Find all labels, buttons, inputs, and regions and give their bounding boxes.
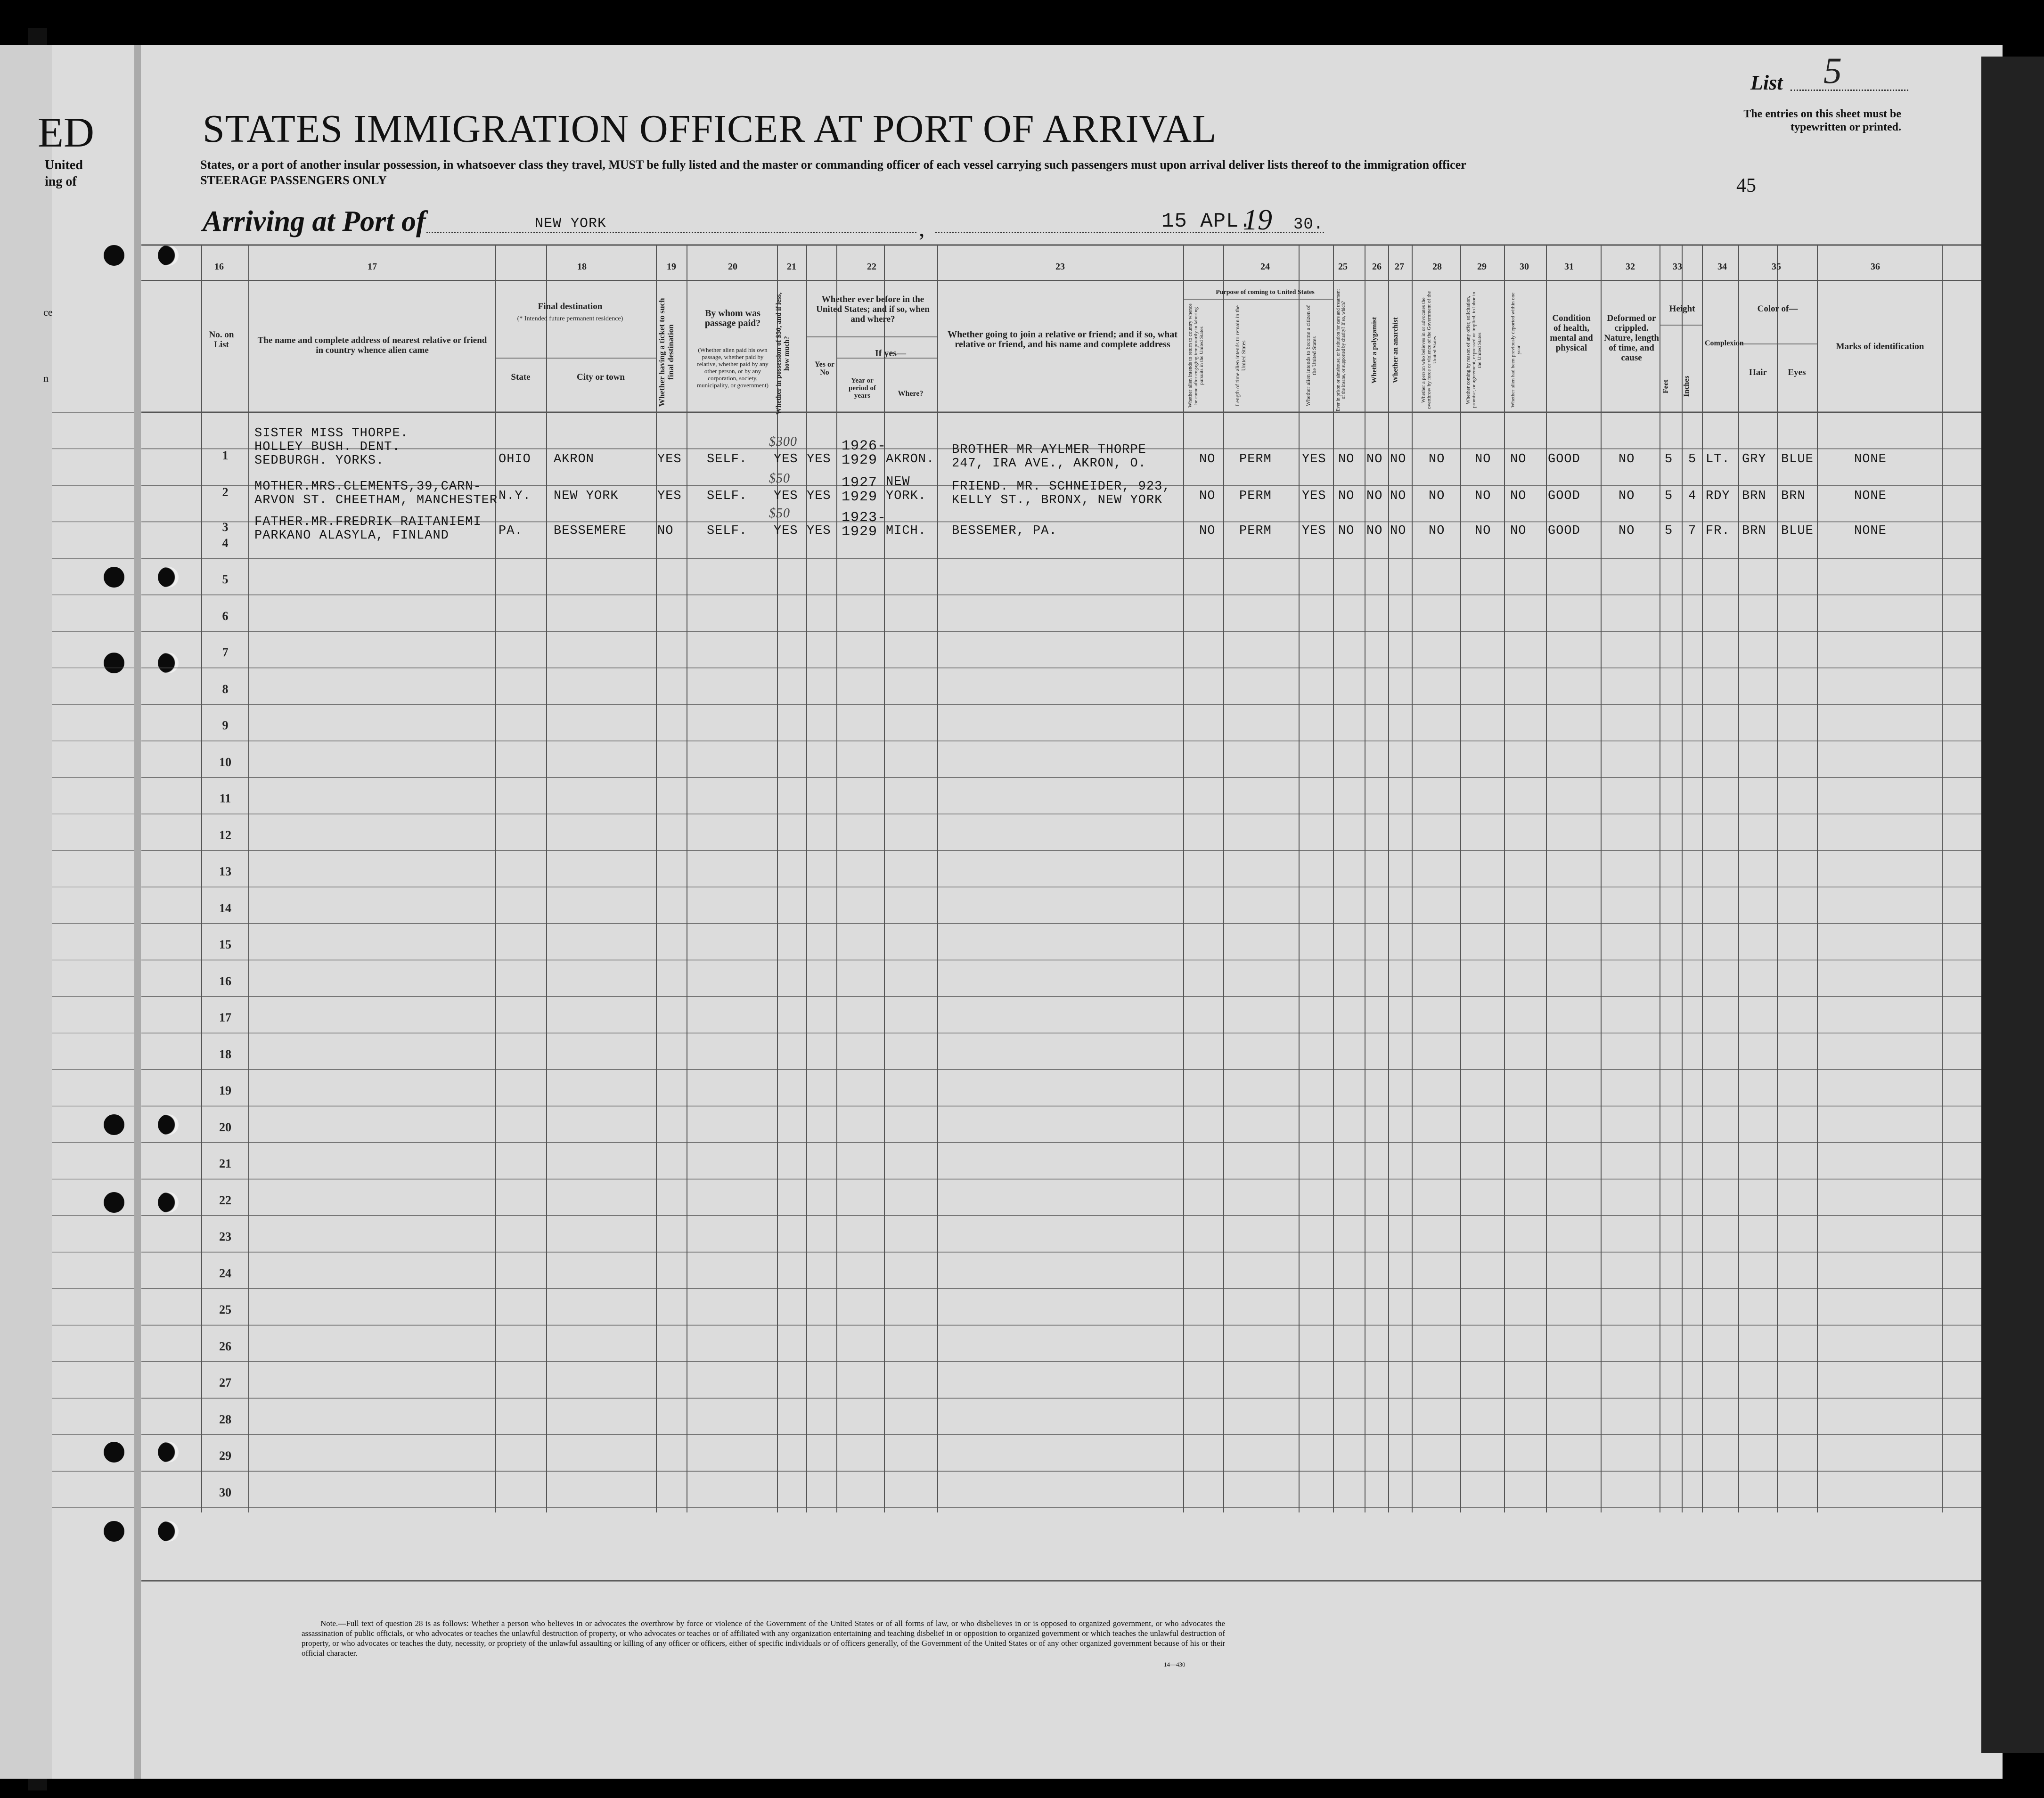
row-number: 4 xyxy=(222,536,229,550)
header-years: Year or period of years xyxy=(849,377,876,400)
destination-state: OHIO xyxy=(499,452,531,466)
polygamist-value: NO xyxy=(1366,452,1383,466)
polygamist-value: NO xyxy=(1366,524,1383,538)
marks-value: NONE xyxy=(1854,524,1887,538)
overthrow-value: NO xyxy=(1429,489,1445,503)
column-number: 29 xyxy=(1477,262,1487,272)
arriving-label: Arriving at Port of xyxy=(203,205,426,237)
deported-value: NO xyxy=(1510,524,1527,538)
steerage-label: STEERAGE PASSENGERS ONLY xyxy=(200,173,387,187)
destination-city: BESSEMERE xyxy=(554,524,627,538)
money-value: YES xyxy=(774,489,798,503)
where-value: YORK. xyxy=(886,489,927,503)
ticket-value: YES xyxy=(657,452,682,466)
where-value: NEW xyxy=(886,475,910,489)
row-number: 12 xyxy=(219,828,231,842)
deformed-value: NO xyxy=(1619,452,1635,466)
header-deformed: Deformed or crippled. Nature, length of time, and cause xyxy=(1604,313,1659,363)
column-number: 16 xyxy=(214,262,224,272)
page-number: 45 xyxy=(1736,175,1756,196)
relative-address-line: HOLLEY BUSH. DENT. xyxy=(254,440,401,454)
list-label: List xyxy=(1750,71,1783,94)
purpose-return: NO xyxy=(1199,489,1216,503)
header-color-of: Color of— xyxy=(1757,304,1798,314)
purpose-return: NO xyxy=(1199,452,1216,466)
where-value: AKRON. xyxy=(886,452,935,466)
column-number: 28 xyxy=(1432,262,1442,272)
ticket-value: NO xyxy=(657,524,674,538)
before-us-value: YES xyxy=(807,524,831,538)
row-number: 17 xyxy=(219,1011,231,1024)
years-value: 1923- xyxy=(842,510,887,526)
header-relative: The name and complete address of nearest relative or friend in country whence alien came xyxy=(257,335,487,355)
row-number: 24 xyxy=(219,1266,231,1280)
left-fragment-ing-of: ing of xyxy=(45,174,77,189)
row-number: 9 xyxy=(222,719,229,732)
footer-note: Note.—Full text of question 28 is as follows: Whether a person who believes in or advocates the overthrow by force or violence of the Government of the United States or of all forms of law, or who disbelieves in or is opposed to organized government, or who advocates the assassination of public officials, or who advocates or teaches the unlawful destruction of property, or who advocates or teaches or of affiliated with any organization entertaining and teaching disbelief in or opposition to organized government or which teaches the unlawful destruction of property, or who advocates or teaches the duty, necessity, or propriety of the unlawful assaulting or killing of any officer or officers, either of specific individuals or of officers generally, of the Government of the United States or of any other organized government because of his or their official character. xyxy=(302,1619,1225,1658)
column-number: 33 xyxy=(1673,262,1682,272)
eyes-value: BLUE xyxy=(1781,452,1814,466)
health-value: GOOD xyxy=(1548,524,1580,538)
left-fragment-united: United xyxy=(45,158,83,172)
purpose-length: PERM xyxy=(1239,489,1272,503)
years-value: 1929 xyxy=(842,524,878,540)
paid-by-value: SELF. xyxy=(707,489,748,503)
anarchist-value: NO xyxy=(1390,489,1406,503)
complexion-value: LT. xyxy=(1706,452,1730,466)
header-height: Height xyxy=(1669,304,1695,314)
years-value: 1929 xyxy=(842,452,878,468)
purpose-length: PERM xyxy=(1239,452,1272,466)
anarchist-value: NO xyxy=(1390,452,1406,466)
money-value: YES xyxy=(774,452,798,466)
money-note: $50 xyxy=(769,471,790,486)
header-feet: Feet xyxy=(1662,379,1670,393)
port-value: NEW YORK xyxy=(535,216,607,232)
column-number: 32 xyxy=(1626,262,1635,272)
header-hair: Hair xyxy=(1749,368,1767,377)
marks-value: NONE xyxy=(1854,489,1887,503)
joining-line: KELLY ST., BRONX, NEW YORK xyxy=(952,493,1163,507)
health-value: GOOD xyxy=(1548,452,1580,466)
row-number: 1 xyxy=(222,449,229,462)
row-number: 14 xyxy=(219,901,231,915)
row-number: 25 xyxy=(219,1303,231,1316)
row-number: 11 xyxy=(219,792,231,805)
header-city: City or town xyxy=(576,372,625,382)
row-number: 29 xyxy=(219,1449,231,1463)
polygamist-value: NO xyxy=(1366,489,1383,503)
destination-city: AKRON xyxy=(554,452,595,466)
before-us-value: YES xyxy=(807,452,831,466)
form-code: 14—430 xyxy=(1164,1661,1186,1668)
header-complexion: Complexion xyxy=(1705,339,1744,347)
column-number: 22 xyxy=(867,262,876,272)
header-citizen: Whether alien intends to become a citizen of the United States xyxy=(1305,305,1317,407)
money-note: $50 xyxy=(769,506,790,521)
row-number: 27 xyxy=(219,1376,231,1389)
date-year-suffix: 30. xyxy=(1293,216,1324,234)
purpose-citizen: YES xyxy=(1302,452,1326,466)
row-number: 20 xyxy=(219,1120,231,1134)
header-marks: Marks of identification xyxy=(1836,342,1924,351)
header-inches: Inches xyxy=(1683,376,1691,397)
deported-value: NO xyxy=(1510,452,1527,466)
row-number: 22 xyxy=(219,1193,231,1207)
row-number: 10 xyxy=(219,755,231,769)
row-number: 26 xyxy=(219,1339,231,1353)
joining-line: FRIEND. MR. SCHNEIDER, 923, xyxy=(952,480,1171,494)
column-number: 36 xyxy=(1871,262,1880,272)
purpose-citizen: YES xyxy=(1302,489,1326,503)
row-number: 3 xyxy=(222,520,229,534)
overthrow-value: NO xyxy=(1429,524,1445,538)
deported-value: NO xyxy=(1510,489,1527,503)
header-eyes: Eyes xyxy=(1788,368,1806,377)
header-overthrow: Whether a person who believes in or advocates the overthrow by force or violence of the Government of the United States xyxy=(1421,291,1438,409)
header-polygamist: Whether a polygamist xyxy=(1371,317,1378,384)
purpose-length: PERM xyxy=(1239,524,1272,538)
header-if-yes: If yes— xyxy=(875,348,907,359)
row-number: 15 xyxy=(219,938,231,951)
column-number: 23 xyxy=(1055,262,1065,272)
header-offer: Whether coming by reason of any offer, solicitation, promise, or agreement, expressed or implied, to labor in the United States xyxy=(1465,292,1482,409)
date-year-prefix: 19 xyxy=(1243,204,1272,236)
list-number: 5 xyxy=(1823,50,1842,91)
column-number: 27 xyxy=(1395,262,1404,272)
eyes-value: BRN xyxy=(1781,489,1806,503)
prison-value: NO xyxy=(1338,524,1355,538)
header-paid-by-note: (Whether alien paid his own passage, whether paid by relative, whether paid by any other person, or by any corporation, society, municipality, or government) xyxy=(697,346,769,389)
joining-line: BESSEMER, PA. xyxy=(952,524,1057,538)
row-number: 2 xyxy=(222,485,229,499)
port-comma: , xyxy=(919,215,925,241)
paid-by-value: SELF. xyxy=(707,524,748,538)
left-fragment-ed: ED xyxy=(38,109,94,156)
row-number: 30 xyxy=(219,1485,231,1499)
header-purpose: Purpose of coming to United States xyxy=(1216,289,1315,296)
health-value: GOOD xyxy=(1548,489,1580,503)
row-number: 7 xyxy=(222,646,229,659)
column-number: 24 xyxy=(1260,262,1270,272)
header-deported: Whether alien had been previously deported within one year xyxy=(1510,292,1521,408)
destination-city: NEW YORK xyxy=(554,489,619,503)
destination-state: N.Y. xyxy=(499,489,531,503)
header-return: Whether alien intends to return to country whence he came after engaging temporarily in laboring pursuits in the United States xyxy=(1187,303,1204,408)
row-number: 16 xyxy=(219,974,231,988)
column-number: 18 xyxy=(577,262,587,272)
complexion-value: RDY xyxy=(1706,489,1730,503)
hair-value: GRY xyxy=(1742,452,1766,466)
destination-state: PA. xyxy=(499,524,523,538)
column-number: 26 xyxy=(1372,262,1382,272)
header-health: Condition of health, mental and physical xyxy=(1550,313,1593,353)
offer-value: NO xyxy=(1475,489,1491,503)
relative-address-line: FATHER.MR.FREDRIK RAITANIEMI xyxy=(254,515,482,529)
purpose-citizen: YES xyxy=(1302,524,1326,538)
money-note: $300 xyxy=(769,434,797,449)
height-feet: 5 xyxy=(1665,452,1673,466)
relative-address-line: SISTER MISS THORPE. xyxy=(254,426,409,441)
column-number: 31 xyxy=(1564,262,1574,272)
years-value: 1926- xyxy=(842,438,887,454)
column-number: 19 xyxy=(667,262,676,272)
header-prison: Ever in prison or almshouse, or institution for care and treatment of the insane, or supported by charity? If so, which? xyxy=(1336,289,1346,411)
relative-address-line: ARVON ST. CHEETHAM, MANCHESTER xyxy=(254,493,498,507)
header-joining: Whether going to join a relative or friend; and if so, what relative or friend, and his name and complete address xyxy=(948,329,1177,350)
height-feet: 5 xyxy=(1665,524,1673,538)
joining-line: 247, IRA AVE., AKRON, O. xyxy=(952,457,1146,471)
header-length: Length of time alien intends to remain in the United States xyxy=(1234,305,1247,406)
height-feet: 5 xyxy=(1665,489,1673,503)
overthrow-value: NO xyxy=(1429,452,1445,466)
date-day: 15 APL. xyxy=(1161,210,1252,233)
years-value: 1927 xyxy=(842,475,878,491)
relative-address-line: SEDBURGH. YORKS. xyxy=(254,454,384,468)
complexion-value: FR. xyxy=(1706,524,1730,538)
row-number: 13 xyxy=(219,865,231,878)
column-number: 17 xyxy=(368,262,377,272)
header-money: Whether in possession of $50, and if less, how much? xyxy=(775,292,791,415)
prison-value: NO xyxy=(1338,452,1355,466)
purpose-return: NO xyxy=(1199,524,1216,538)
joining-line: BROTHER MR AYLMER THORPE xyxy=(952,443,1146,457)
relative-address-line: PARKANO ALASYLA, FINLAND xyxy=(254,529,449,543)
column-number: 25 xyxy=(1338,262,1348,272)
paid-by-value: SELF. xyxy=(707,452,748,466)
hair-value: BRN xyxy=(1742,489,1766,503)
column-number: 20 xyxy=(728,262,737,272)
header-state: State xyxy=(511,372,531,382)
header-ticket: Whether having a ticket to such final destination xyxy=(657,298,675,407)
where-value: MICH. xyxy=(886,524,927,538)
row-number: 21 xyxy=(219,1157,231,1170)
deformed-value: NO xyxy=(1619,489,1635,503)
offer-value: NO xyxy=(1475,452,1491,466)
left-fragment-n: n xyxy=(43,372,49,384)
before-us-value: YES xyxy=(807,489,831,503)
relative-address-line: MOTHER.MRS.CLEMENTS,39,CARN- xyxy=(254,480,482,494)
height-inches: 5 xyxy=(1688,452,1697,466)
column-number: 34 xyxy=(1717,262,1727,272)
form-subtitle: States, or a port of another insular possession, in whatsoever class they travel, MUST be fully listed and the master or commanding officer of each vessel carrying such passengers must upon arrival deliver lists thereof to the immigration officer xyxy=(200,158,1466,172)
anarchist-value: NO xyxy=(1390,524,1406,538)
header-paid-by: By whom was passage paid? xyxy=(704,308,761,328)
row-number: 23 xyxy=(219,1230,231,1243)
header-yes-or-no: Yes or No xyxy=(814,360,835,376)
header-where: Where? xyxy=(898,390,924,398)
column-number: 21 xyxy=(787,262,796,272)
height-inches: 7 xyxy=(1688,524,1697,538)
marks-value: NONE xyxy=(1854,452,1887,466)
row-number: 8 xyxy=(222,682,229,696)
deformed-value: NO xyxy=(1619,524,1635,538)
row-number: 6 xyxy=(222,609,229,623)
header-final-destination: Final destination xyxy=(538,302,603,311)
money-value: YES xyxy=(774,524,798,538)
row-number: 19 xyxy=(219,1084,231,1097)
years-value: 1929 xyxy=(842,489,878,505)
header-before-us: Whether ever before in the United States; and if so, when and where? xyxy=(816,294,930,324)
row-number: 28 xyxy=(219,1412,231,1426)
column-number: 30 xyxy=(1520,262,1529,272)
form-title: STATES IMMIGRATION OFFICER AT PORT OF ARRIVAL xyxy=(203,107,1217,151)
left-fragment-ce: ce xyxy=(43,306,53,318)
eyes-value: BLUE xyxy=(1781,524,1814,538)
height-inches: 4 xyxy=(1688,489,1697,503)
header-no-on-list: No. on List xyxy=(209,330,234,350)
header-anarchist: Whether an anarchist xyxy=(1392,317,1399,383)
column-number: 35 xyxy=(1772,262,1781,272)
row-number: 5 xyxy=(222,572,229,586)
prison-value: NO xyxy=(1338,489,1355,503)
typewritten-notice: The entries on this sheet must be typewritten or printed. xyxy=(1743,108,1901,133)
ticket-value: YES xyxy=(657,489,682,503)
header-final-destination-note: (* Intended future permanent residence) xyxy=(517,315,623,322)
row-number: 18 xyxy=(219,1047,231,1061)
hair-value: BRN xyxy=(1742,524,1766,538)
offer-value: NO xyxy=(1475,524,1491,538)
